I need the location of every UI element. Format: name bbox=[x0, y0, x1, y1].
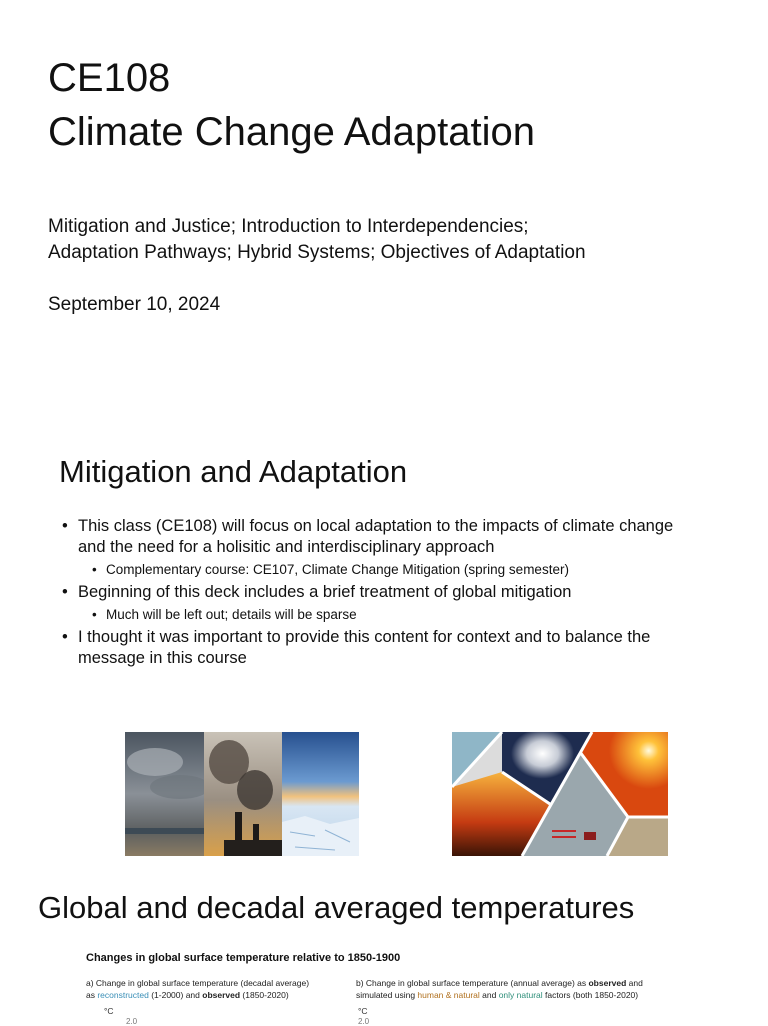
panel-b-tick-label: 2.0 bbox=[358, 1017, 370, 1026]
sub-bullet-item: • Complementary course: CE107, Climate Change Mitigation (spring semester) bbox=[62, 560, 702, 580]
lecture-topics bbox=[48, 214, 728, 266]
panel-a-caption-line-2 bbox=[86, 989, 336, 1001]
panel-b-caption-line-1 bbox=[356, 977, 656, 989]
lecture-topics-line-2: Adaptation Pathways; Hybrid Systems; Objectives of Adaptation bbox=[48, 242, 586, 263]
storm-clouds-photo bbox=[125, 732, 210, 856]
caption-text: simulated using bbox=[356, 990, 418, 1000]
mitigation-adaptation-slide bbox=[0, 430, 768, 870]
only-natural-label: only natural bbox=[498, 990, 543, 1000]
caption-text: and bbox=[626, 978, 643, 988]
reconstructed-label: reconstructed bbox=[97, 990, 149, 1000]
bullet-item: • This class (CE108) will focus on local adaptation to the impacts of climate change and the need for a holisitic and interdisciplinary approach bbox=[62, 516, 702, 558]
panel-a-caption-line-1: a) Change in global surface temperature (decadal average) bbox=[86, 978, 310, 988]
panel-b-unit-label: °C bbox=[358, 1006, 368, 1016]
smokestacks-photo bbox=[204, 732, 282, 856]
bullet-list bbox=[62, 516, 702, 671]
climate-causes-photo-collage bbox=[125, 732, 359, 856]
caption-text: b) Change in global surface temperature (annual average) as bbox=[356, 978, 589, 988]
slide-title: Global and decadal averaged temperatures bbox=[38, 890, 635, 925]
panel-a-tick-label: 2.0 bbox=[126, 1017, 138, 1026]
caption-text: (1850-2020) bbox=[240, 990, 289, 1000]
panel-b-caption-line-2 bbox=[356, 989, 656, 1001]
bullet-item: • Beginning of this deck includes a brief treatment of global mitigation bbox=[62, 582, 702, 603]
title-slide bbox=[0, 0, 768, 430]
lecture-topics-line-1: Mitigation and Justice; Introduction to Interdependencies; bbox=[48, 216, 529, 237]
slide-title: Mitigation and Adaptation bbox=[59, 454, 408, 489]
caption-text: and bbox=[479, 990, 499, 1000]
course-title: Climate Change Adaptation bbox=[48, 110, 535, 154]
climate-impacts-photo-collage bbox=[452, 732, 668, 856]
lecture-date: September 10, 2024 bbox=[48, 294, 221, 315]
observed-label: observed bbox=[202, 990, 241, 1000]
collage-svg bbox=[125, 732, 359, 856]
bullet-item: • I thought it was important to provide this content for context and to balance the message in this course bbox=[62, 627, 702, 669]
panel-a-caption bbox=[86, 977, 336, 1001]
caption-text: as bbox=[86, 990, 98, 1000]
sea-ice-photo bbox=[282, 732, 359, 856]
caption-text: (1-2000) and bbox=[148, 990, 203, 1000]
figure-title: Changes in global surface temperature relative to 1850-1900 bbox=[86, 952, 401, 964]
collage-svg bbox=[452, 732, 668, 856]
human-natural-label: human & natural bbox=[417, 990, 480, 1000]
sub-bullet-item: • Much will be left out; details will be sparse bbox=[62, 605, 702, 625]
observed-label: observed bbox=[588, 978, 627, 988]
course-code: CE108 bbox=[48, 56, 171, 100]
caption-text: factors (both 1850-2020) bbox=[542, 990, 639, 1000]
panel-a-unit-label: °C bbox=[104, 1006, 114, 1016]
temperature-slide bbox=[0, 870, 768, 1024]
panel-b-caption bbox=[356, 977, 656, 1001]
